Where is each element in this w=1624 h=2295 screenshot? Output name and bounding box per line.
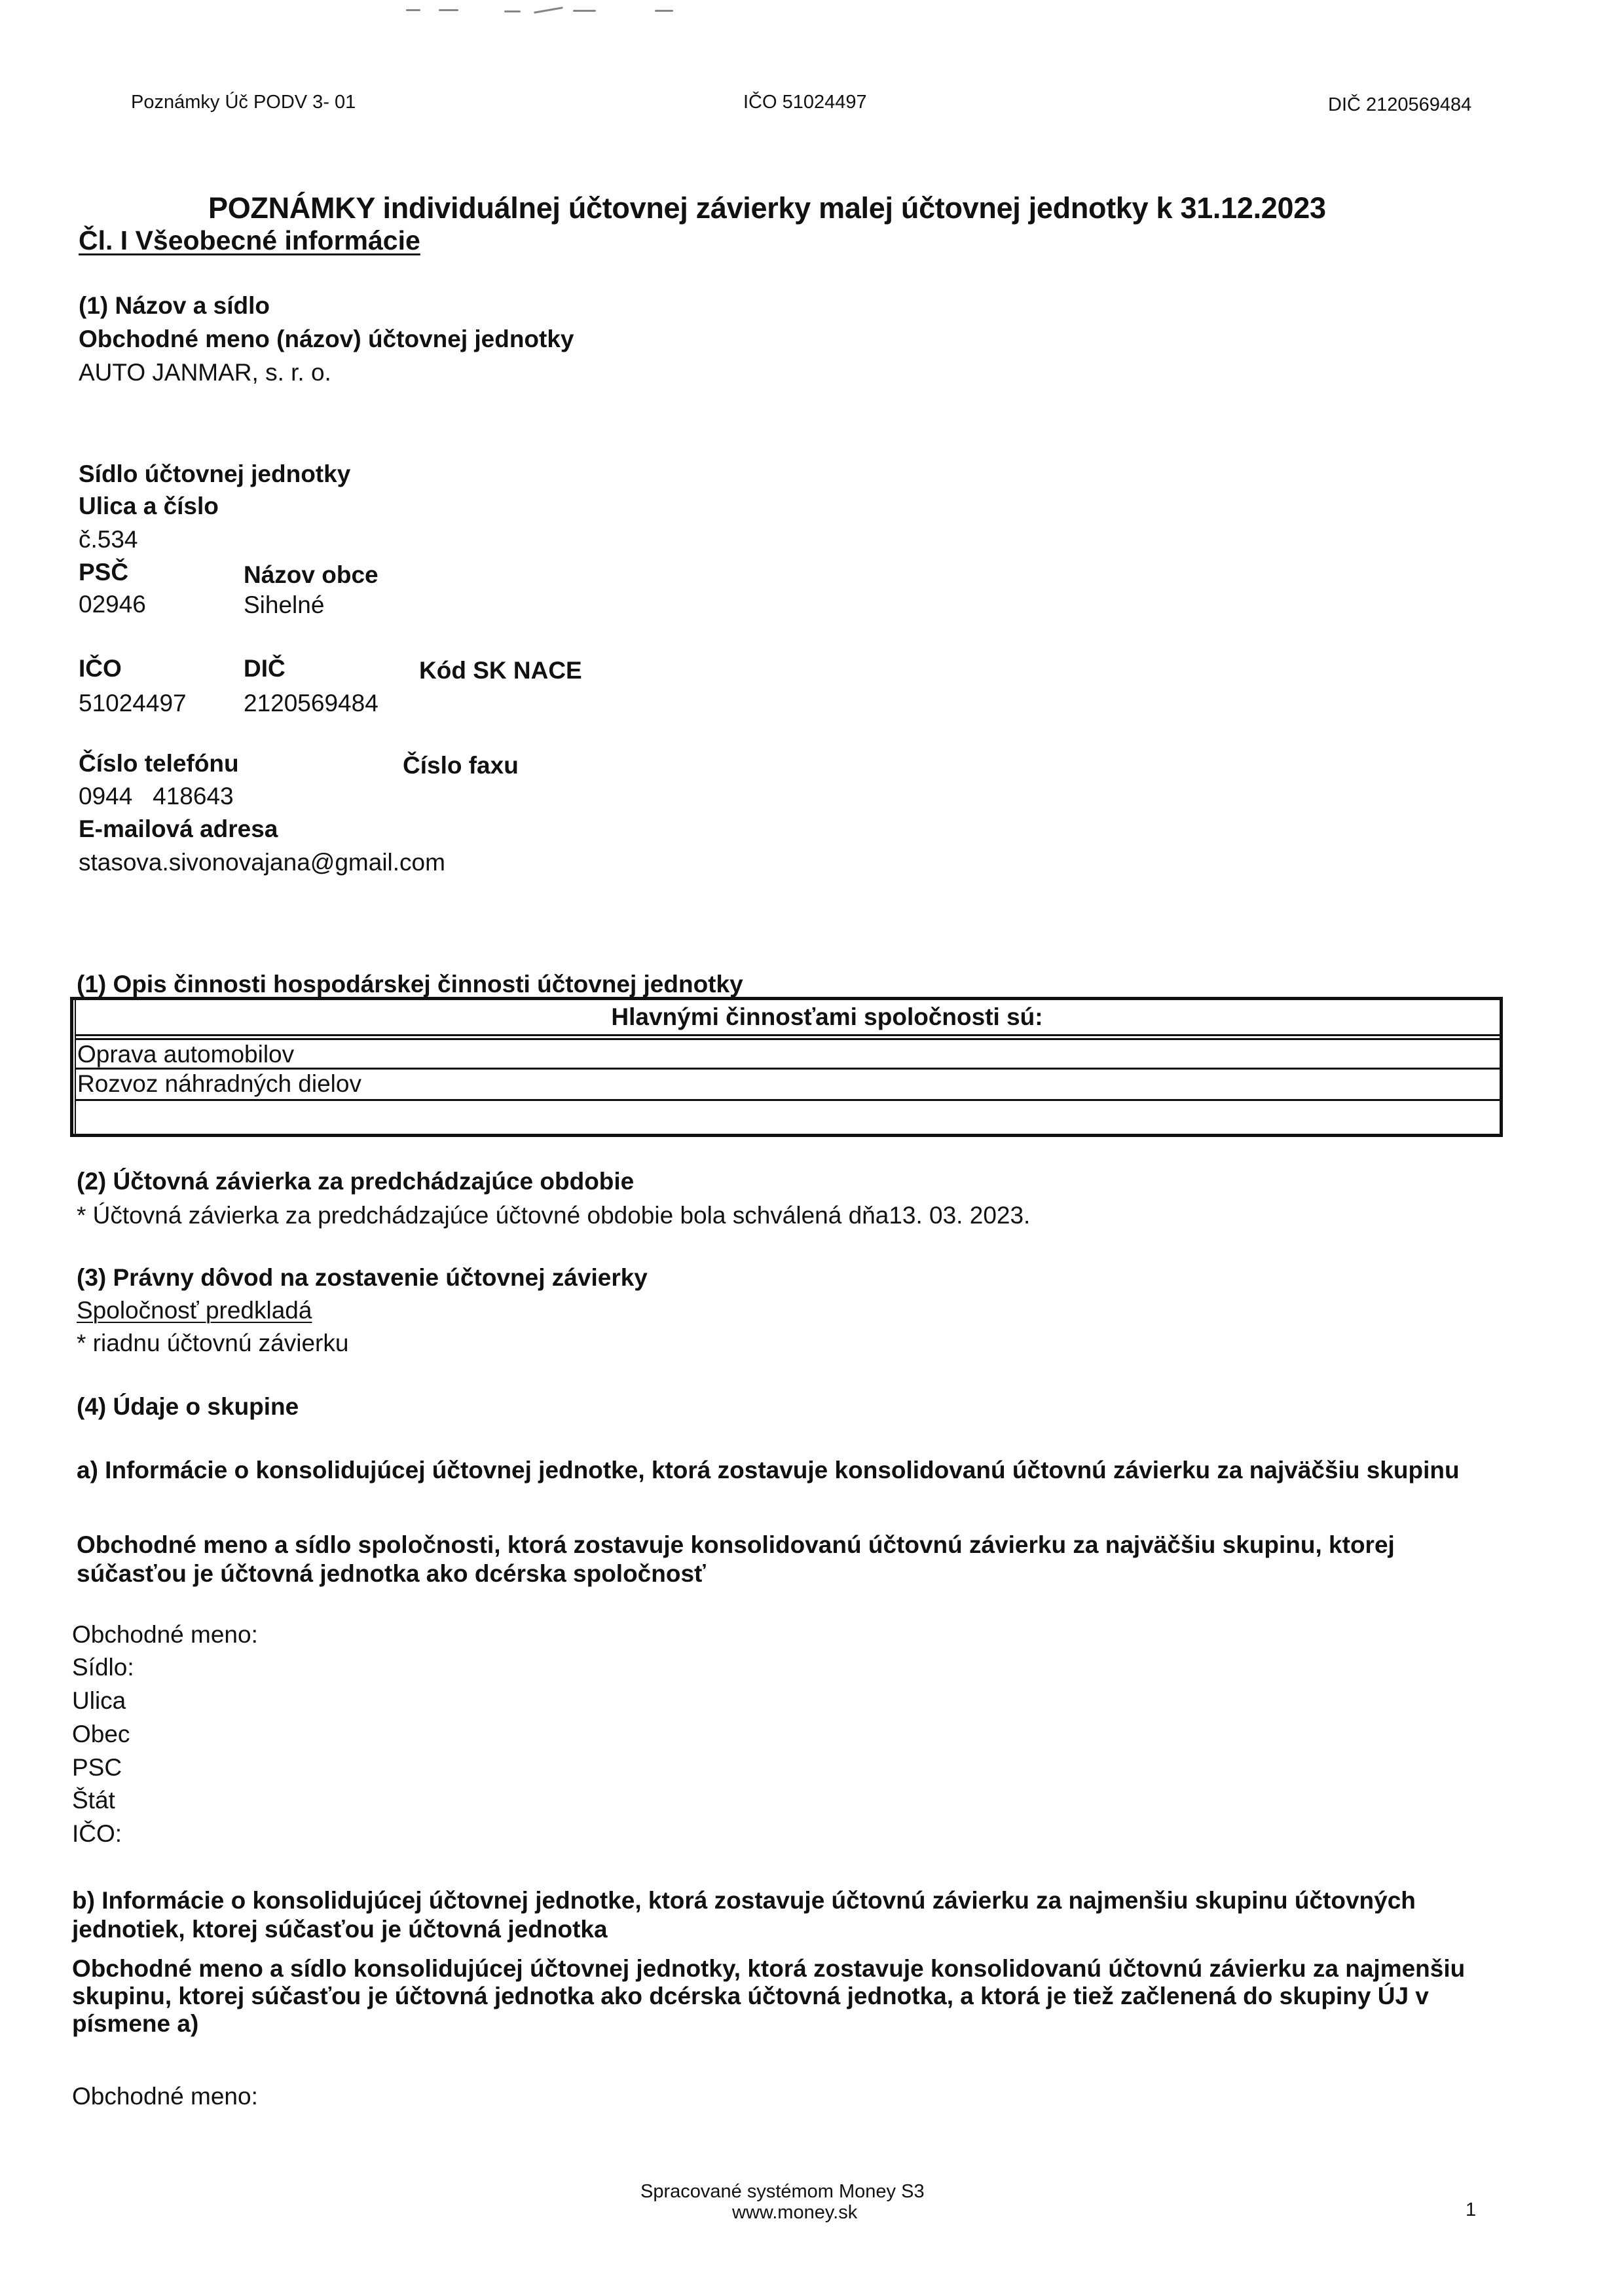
scan-artifact	[534, 7, 563, 14]
section3-heading: (3) Právny dôvod na zostavenie účtovnej závierky	[77, 1264, 648, 1291]
scan-artifact	[573, 10, 596, 12]
group-a-field: Sídlo:	[72, 1654, 134, 1681]
group-b-field: Obchodné meno:	[72, 2083, 258, 2110]
psc-value: 02946	[79, 591, 146, 618]
street-value: č.534	[79, 526, 138, 553]
group-a-field: Obchodné meno:	[72, 1621, 258, 1648]
footer-url: www.money.sk	[732, 2202, 858, 2223]
section4b-subheading: Obchodné meno a sídlo konsolidujúcej účtovnej jednotky, ktorá zostavuje konsolidovanú účtovnú závierku za najmenšiu skupinu, ktorej súčasťou je účtovná jednotka ako dcérska účtovná jednotka, a ktorá je tiež začlenená do skupiny ÚJ v písmene a)	[72, 1955, 1466, 2037]
group-a-field: Ulica	[72, 1687, 126, 1714]
header-form-code: Poznámky Úč PODV 3- 01	[131, 92, 356, 113]
section4b-heading: b) Informácie o konsolidujúcej účtovnej jednotke, ktorá zostavuje účtovnú závierku za najmenšiu skupinu účtovných jednotiek, ktorej súčasťou je účtovná jednotka	[72, 1887, 1416, 1943]
document-title: POZNÁMKY individuálnej účtovnej závierky malej účtovnej jednotky k 31.12.2023	[208, 191, 1326, 225]
group-a-field: IČO:	[72, 1820, 122, 1847]
city-label: Názov obce	[244, 561, 378, 588]
group-a-field: Obec	[72, 1721, 130, 1747]
scan-artifact	[406, 9, 420, 11]
psc-label: PSČ	[79, 559, 129, 586]
header-ico: IČO 51024497	[743, 92, 867, 113]
phone-value: 0944 418643	[79, 783, 234, 810]
footer-software: Spracované systémom Money S3	[640, 2181, 925, 2202]
seat-label: Sídlo účtovnej jednotky	[79, 460, 351, 487]
group-a-field: PSC	[72, 1754, 122, 1781]
activity-heading: (1) Opis činnosti hospodárskej činnosti účtovnej jednotky	[77, 971, 743, 998]
table-row: Oprava automobilov	[76, 1038, 1500, 1070]
table-row	[76, 1101, 1500, 1134]
table-row: Rozvoz náhradných dielov	[76, 1070, 1500, 1101]
city-value: Sihelné	[244, 591, 325, 618]
nace-label: Kód SK NACE	[419, 657, 582, 684]
fax-label: Číslo faxu	[403, 752, 519, 779]
email-label: E-mailová adresa	[79, 815, 278, 842]
company-name-value: AUTO JANMAR, s. r. o.	[79, 359, 331, 386]
scan-artifact	[504, 10, 521, 12]
ico-label: IČO	[79, 655, 122, 682]
activity-table	[70, 997, 1503, 1137]
dic-value: 2120569484	[244, 690, 378, 717]
ico-value: 51024497	[79, 690, 187, 717]
scan-artifact	[439, 9, 458, 11]
section3-text: * riadnu účtovnú závierku	[77, 1330, 349, 1356]
section2-text: * Účtovná závierka za predchádzajúce účtovné obdobie bola schválená dňa13. 03. 2023.	[77, 1202, 1031, 1229]
article-heading: Čl. I Všeobecné informácie	[79, 225, 420, 255]
scan-artifact	[655, 10, 673, 12]
phone-label: Číslo telefónu	[79, 750, 239, 777]
dic-label: DIČ	[244, 655, 286, 682]
section2-heading: (2) Účtovná závierka za predchádzajúce obdobie	[77, 1168, 635, 1195]
section4a-heading: a) Informácie o konsolidujúcej účtovnej jednotke, ktorá zostavuje konsolidovanú účtovnú závierku za najväčšiu skupinu	[77, 1457, 1460, 1483]
group-a-field: Štát	[72, 1787, 115, 1814]
section4-heading: (4) Údaje o skupine	[77, 1393, 299, 1420]
section4a-subheading: Obchodné meno a sídlo spoločnosti, ktorá zostavuje konsolidovanú účtovnú závierku za najväčšiu skupinu, ktorej súčasťou je účtovná jednotka ako dcérska spoločnosť	[77, 1531, 1395, 1587]
header-dic: DIČ 2120569484	[1328, 94, 1472, 115]
section3-subheading: Spoločnosť predkladá	[77, 1297, 312, 1324]
section1-heading: (1) Názov a sídlo	[79, 292, 270, 319]
activity-table-header: Hlavnými činnosťami spoločnosti sú:	[76, 1000, 1500, 1036]
email-value: stasova.sivonovajana@gmail.com	[79, 849, 445, 876]
street-label: Ulica a číslo	[79, 493, 219, 519]
company-name-label: Obchodné meno (názov) účtovnej jednotky	[79, 326, 574, 352]
page-number: 1	[1466, 2199, 1477, 2220]
